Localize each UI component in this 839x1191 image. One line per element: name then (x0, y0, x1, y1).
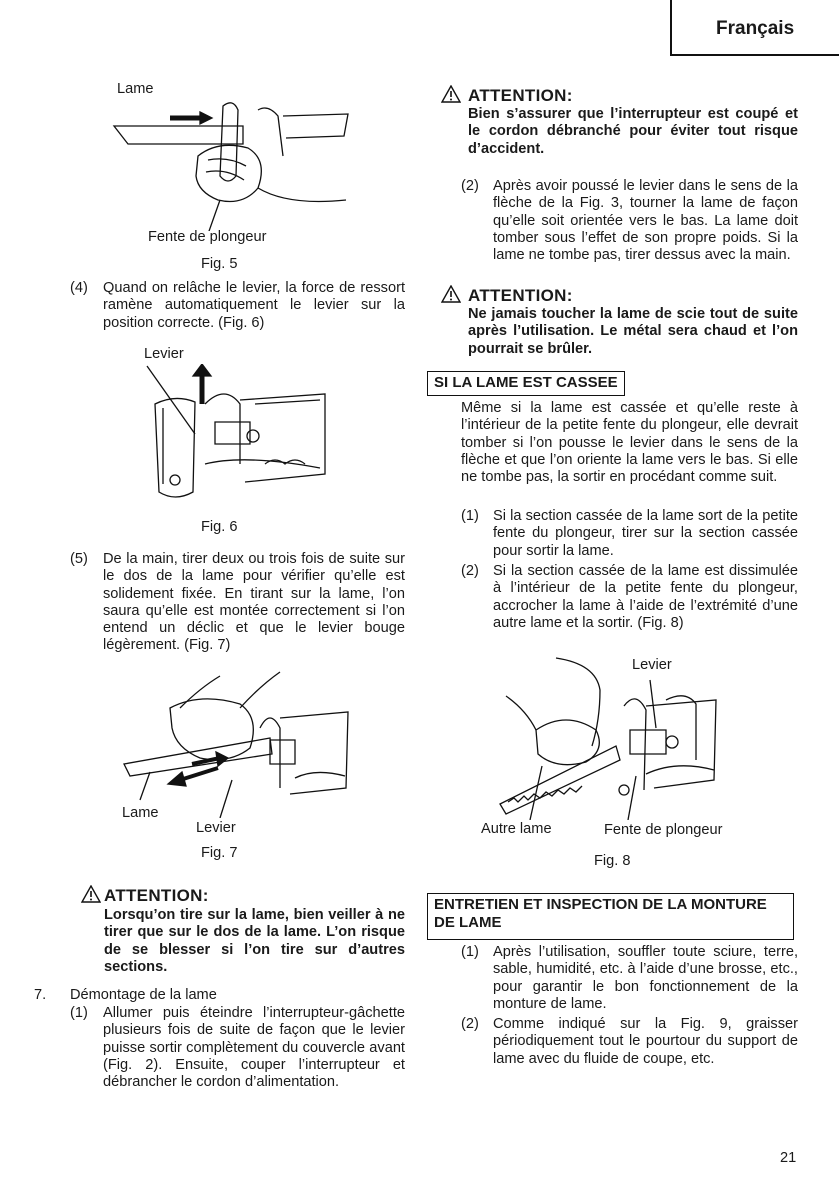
item-number: (1) (461, 508, 479, 524)
item-text: Démontage de la lame (70, 987, 217, 1003)
fig8-caption: Fig. 8 (594, 853, 631, 869)
item-number: (4) (70, 280, 88, 296)
list-item-5 (70, 551, 405, 656)
page-number: 21 (780, 1150, 797, 1166)
item-text: Quand on relâche le levier, la force de ressort ramène automatiquement le levier sur la position correcte. (Fig. 6) (103, 280, 405, 331)
warning-icon (441, 285, 461, 308)
list-item-s1-2 (461, 563, 798, 635)
fig7-label-levier: Levier (196, 820, 236, 836)
fig6-caption: Fig. 6 (201, 519, 238, 535)
item-number: (2) (461, 563, 479, 579)
fig5-caption: Fig. 5 (201, 256, 238, 272)
list-item-s1-1 (461, 508, 798, 563)
list-item-2 (461, 178, 798, 268)
attention-title: ATTENTION: (104, 886, 209, 905)
item-number: (5) (70, 551, 88, 567)
fig6-illustration (145, 364, 330, 514)
item-number: 7. (34, 987, 47, 1003)
item-text: Si la section cassée de la lame est dissimulée à l’intérieur de la petite fente du plongeur, accrocher la lame à l’aide de l’extrémité d’une autre lame et la sortir. (Fig. 8) (493, 563, 798, 631)
attention-title: ATTENTION: (468, 86, 573, 105)
section-heading-maintenance: ENTRETIEN ET INSPECTION DE LA MONTURE DE LAME (427, 893, 794, 940)
fig8-illustration (496, 650, 718, 820)
fig8-label-autre-lame: Autre lame (481, 821, 552, 837)
list-item-s2-1 (461, 944, 798, 1016)
section-heading-broken-blade: SI LA LAME EST CASSEE (427, 371, 625, 396)
item-number: (1) (461, 944, 479, 960)
item-text: Comme indiqué sur la Fig. 9, graisser périodiquement tout le pourtour du support de lame avec du fluide de coupe, etc. (493, 1016, 798, 1067)
list-item-7 (34, 987, 405, 1005)
item-text: Après avoir poussé le levier dans le sens de la flèche de la Fig. 3, tourner la lame de façon qu’elle soit orientée vers le bas. La lame doit tomber sous l’effet de son propre poids. Si la lame ne tombe pas, tirer dessus avec la main. (493, 178, 798, 264)
fig5-illustration (108, 96, 358, 231)
list-item-4 (70, 280, 405, 335)
list-item-7-1 (70, 1005, 405, 1095)
fig5-label-lame: Lame (117, 81, 154, 97)
item-text: De la main, tirer deux ou trois fois de suite sur le dos de la lame pour vérifier qu’elle est solidement fixée. En tirant sur la lame, l’on saura qu’elle est montée correctement si l’on entend un déclic et que le levier bouge légèrement. (Fig. 7) (103, 551, 405, 654)
fig8-label-levier: Levier (632, 657, 672, 673)
attention-title: ATTENTION: (468, 286, 573, 305)
fig8-label-fente: Fente de plongeur (604, 822, 723, 838)
item-number: (2) (461, 178, 479, 194)
attention-text: Lorsqu’on tire sur la lame, bien veiller à ne tirer que sur le dos de la lame. L’on risque de se blesser si l’on tire sur d’autres sections. (104, 907, 405, 975)
attention-text: Ne jamais toucher la lame de scie tout de suite après l’utilisation. Le métal sera chaud et l’on pourrait se brûler. (468, 306, 798, 357)
fig6-label-levier: Levier (144, 346, 184, 362)
fig7-label-lame: Lame (122, 805, 159, 821)
attention-text: Bien s’assurer que l’interrupteur est coupé et le cordon débranché pour éviter tout risque d’accident. (468, 106, 798, 157)
section-paragraph: Même si la lame est cassée et qu’elle reste à l’intérieur de la petite fente du plongeur, elle devrait tomber si l’on pousse le levier dans le sens de la flèche et que l’on oriente la lame vers le bas. Si elle ne tombe pas, la sortir en procédant comme suit. (461, 400, 798, 486)
item-number: (1) (70, 1005, 88, 1021)
language-label: Français (716, 18, 795, 39)
fig7-illustration (120, 668, 352, 818)
fig5-label-fente: Fente de plongeur (148, 229, 267, 245)
list-item-s2-2 (461, 1016, 798, 1071)
fig7-caption: Fig. 7 (201, 845, 238, 861)
language-tab (670, 0, 839, 56)
warning-icon (441, 85, 461, 108)
item-text: Allumer puis éteindre l’interrupteur-gâchette plusieurs fois de suite de façon que le levier puisse sortir complètement du couvercle avant (Fig. 2). Ensuite, couper l’interrupteur et débrancher le cordon d’alimentation. (103, 1005, 405, 1091)
item-number: (2) (461, 1016, 479, 1032)
item-text: Si la section cassée de la lame sort de la petite fente du plongeur, tirer sur la section cassée pour sortir la lame. (493, 508, 798, 559)
item-text: Après l’utilisation, souffler toute sciure, terre, sable, humidité, etc. à l’aide d’une brosse, etc., pour garantir le bon fonctionnement de la monture de lame. (493, 944, 798, 1012)
